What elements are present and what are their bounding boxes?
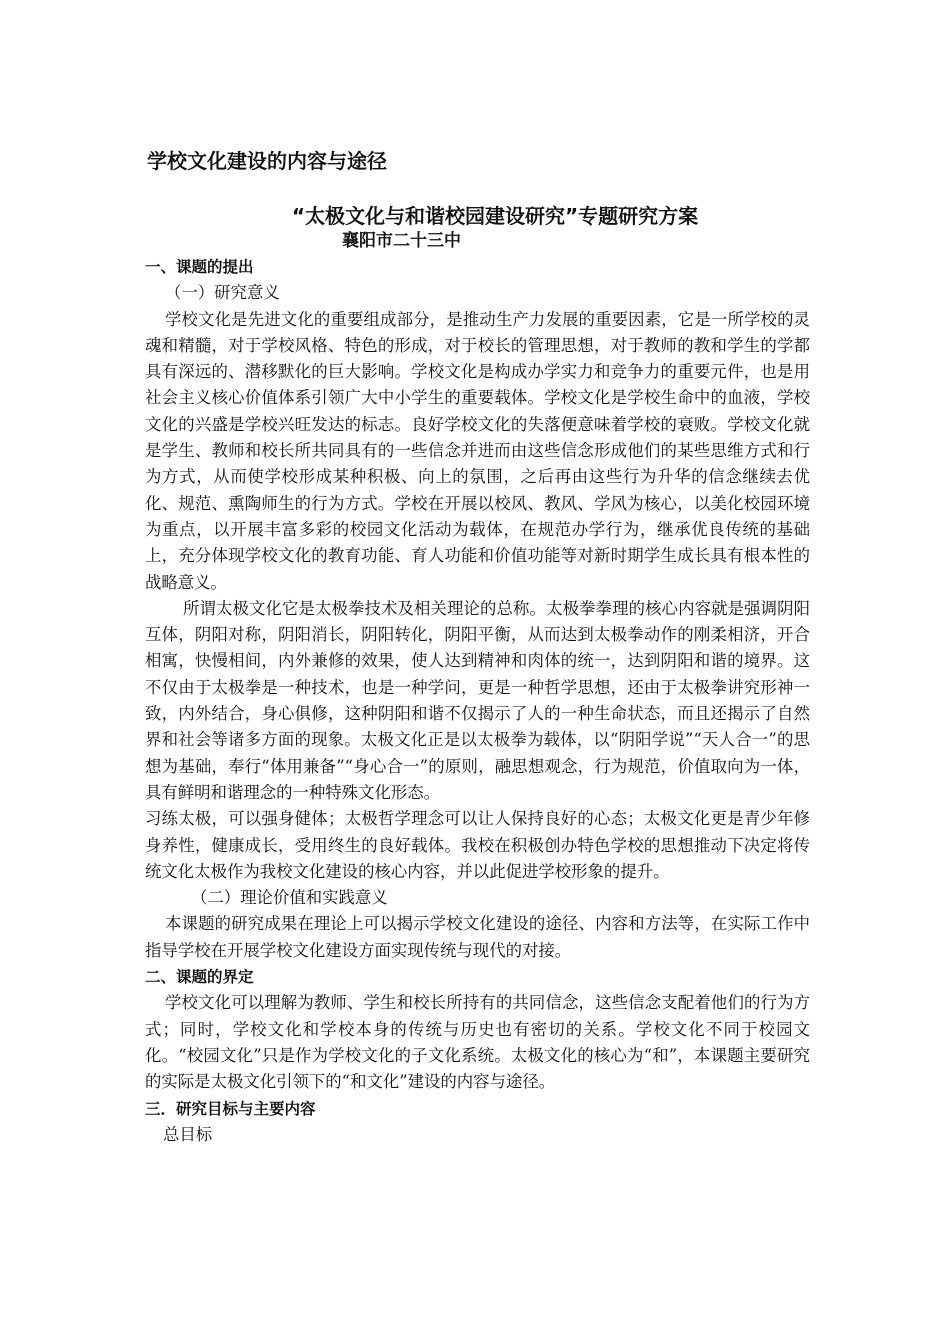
section-1-sub-1-paragraph-1: 学校文化是先进文化的重要组成部分，是推动生产力发展的重要因素，它是一所学校的灵魂和精髓，对于学校风格、特色的形成，对于校长的管理思想，对于教师的教和学生的学都具有深远的、潜移默化的巨大影响。学校文化是构成办学实力和竞争力的重要元件，也是用社会主义核心价值体系引领广大中小学生的重要载体。学校文化是学校生命中的血液，学校文化的兴盛是学校兴旺发达的标志。良好学校文化的失落便意味着学校的衰败。学校文化就是学生、教师和校长所共同具有的一些信念并进而由这些信念形成他们的某些思维方式和行为方式，从而使学校形成某种积极、向上的氛围，之后再由这些行为升华的信念继续去优化、规范、熏陶师生的行为方式。学校在开展以校风、教风、学风为核心，以美化校园环境为重点，以开展丰富多彩的校园文化活动为载体，在规范办学行为，继承优良传统的基础上，充分体现学校文化的教育功能、育人功能和价值功能等对新时期学生成长具有根本性的战略意义。 [145, 309, 810, 592]
document-title: 学校文化建设的内容与途径 [147, 149, 387, 173]
document-body [145, 254, 810, 1148]
section-3-heading: 三．研究目标与主要内容 [145, 1099, 316, 1118]
section-1-sub-2-paragraph-1: 本课题的研究成果在理论上可以揭示学校文化建设的途径、内容和方法等，在实际工作中指导学校在开展学校文化建设方面实现传统与现代的对接。 [145, 914, 810, 960]
section-1-sub-1-heading: （一）研究意义 [165, 283, 280, 303]
section-1-heading: 一、课题的提出 [145, 258, 254, 276]
section-1-sub-2-heading: （二）理论价值和实践意义 [191, 888, 388, 908]
plan-title: “太极文化与和谐校园建设研究”专题研究方案 [291, 204, 699, 228]
section-1-sub-1-paragraph-2: 所谓太极文化它是太极拳技术及相关理论的总称。太极拳拳理的核心内容就是强调阴阳互体，阴阳对称，阴阳消长，阴阳转化，阴阳平衡，从而达到太极拳动作的刚柔相济，开合相寓，快慢相间，内外兼修的效果，使人达到精神和肉体的统一，达到阴阳和谐的境界。这不仅由于太极拳是一种技术，也是一种学问，更是一种哲学思想，还由于太极拳讲究形神一致，内外结合，身心俱修，这种阴阳和谐不仅揭示了人的一种生命状态，而且还揭示了自然界和社会等诸多方面的现象。太极文化正是以太极拳为载体，以“阴阳学说”“天人合一”的思想为基础，奉行“体用兼备”“身心合一”的原则，融思想观念，行为规范，价值取向为一体，具有鲜明和谐理念的一种特殊文化形态。 [145, 598, 810, 802]
section-1-sub-1-paragraph-3: 习练太极，可以强身健体；太极哲学理念可以让人保持良好的心态；太极文化更是青少年修身养性，健康成长，受用终生的良好载体。我校在积极创办特色学校的思想推动下决定将传统文化太极作为我校文化建设的核心内容，并以此促进学校形象的提升。 [145, 809, 810, 881]
section-2-heading: 二、课题的界定 [145, 968, 254, 987]
section-2-paragraph-1: 学校文化可以理解为教师、学生和校长所持有的共同信念，这些信念支配着他们的行为方式；同时，学校文化和学校本身的传统与历史也有密切的关系。学校文化不同于校园文化。“校园文化”只是作为学校文化的子文化系统。太极文化的核心为“和”，本课题主要研究的实际是太极文化引领下的“和文化”建设的内容与途径。 [145, 993, 810, 1092]
school-name: 襄阳市二十三中 [342, 231, 461, 251]
section-3-goal-label: 总目标 [163, 1124, 213, 1144]
